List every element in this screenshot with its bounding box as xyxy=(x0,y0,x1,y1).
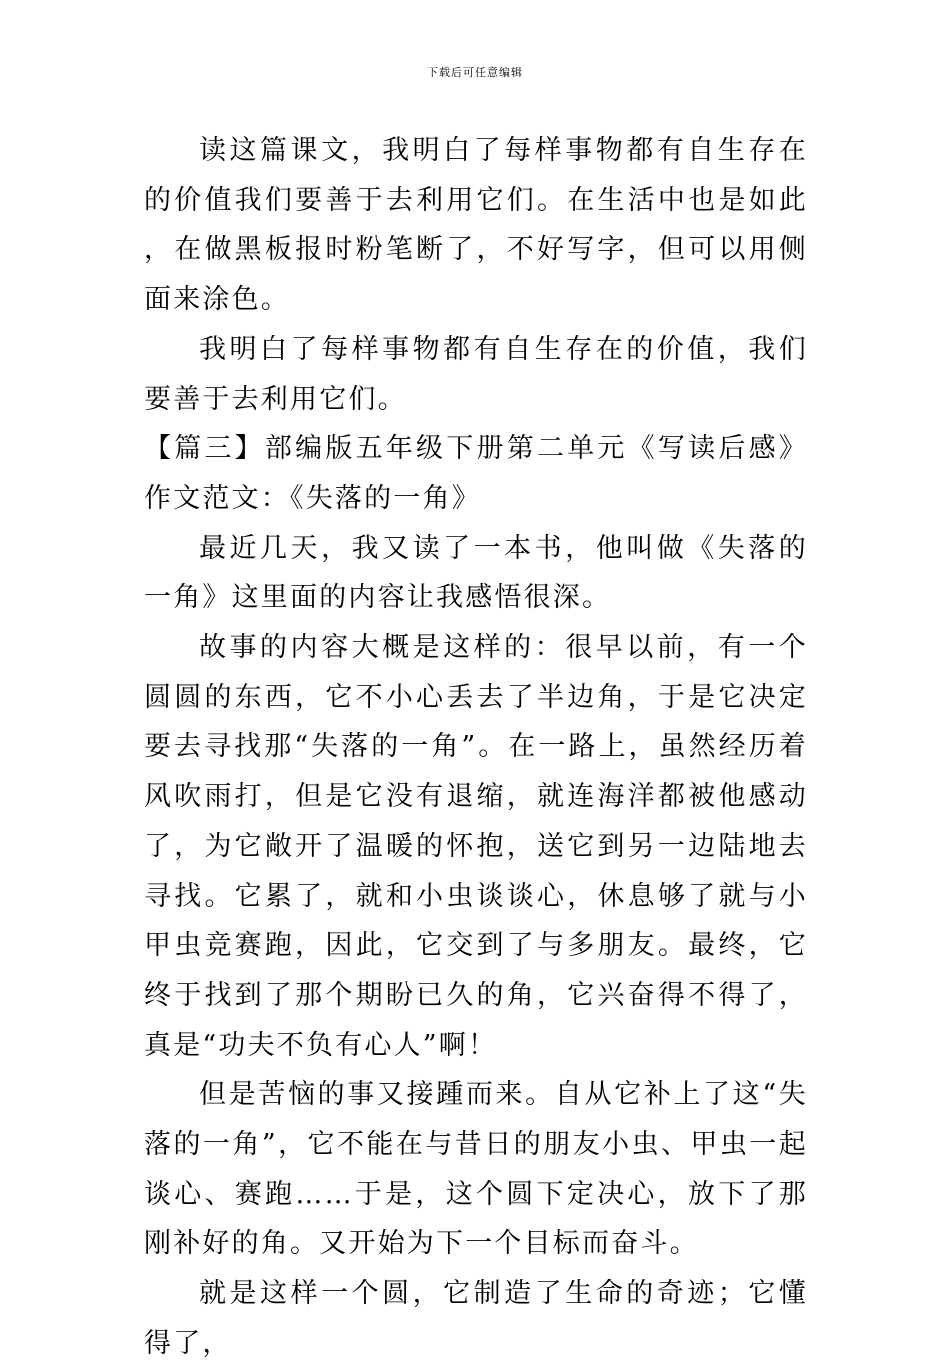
section-heading: 【篇三】部编版五年级下册第二单元《写读后感》作文范文：《失落的一角》 xyxy=(144,433,808,514)
paragraph-5: 但是苦恼的事又接踵而来。自从它补上了这“失落的一角”，它不能在与昔日的朋友小虫、甲虫一起谈心、赛跑……于是，这个圆下定决心，放下了那刚补好的角。又开始为下一个目标而奋斗。 xyxy=(144,1079,808,1260)
document-body xyxy=(144,126,808,1369)
paragraph-6: 就是这样一个圆，它制造了生命的奇迹；它懂得了， xyxy=(144,1278,808,1359)
paragraph-1: 读这篇课文，我明白了每样事物都有自生存在的价值我们要善于去利用它们。在生活中也是如此，在做黑板报时粉笔断了，不好写字，但可以用侧面来涂色。 xyxy=(144,135,808,316)
page-header: 下载后可任意编辑 xyxy=(427,66,523,79)
paragraph-4: 故事的内容大概是这样的：很早以前，有一个圆圆的东西，它不小心丢去了半边角，于是它决定要去寻找那“失落的一角”。在一路上，虽然经历着风吹雨打，但是它没有退缩，就连海洋都被他感动了，为它敞开了温暖的怀抱，送它到另一边陆地去寻找。它累了，就和小虫谈谈心，休息够了就与小甲虫竞赛跑，因此，它交到了与多朋友。最终，它终于找到了那个期盼已久的角，它兴奋得不得了，真是“功夫不负有心人”啊！ xyxy=(144,632,808,1061)
paragraph-3: 最近几天，我又读了一本书，他叫做《失落的一角》这里面的内容让我感悟很深。 xyxy=(144,532,808,614)
paragraph-2: 我明白了每样事物都有自生存在的价值，我们要善于去利用它们。 xyxy=(144,333,808,415)
